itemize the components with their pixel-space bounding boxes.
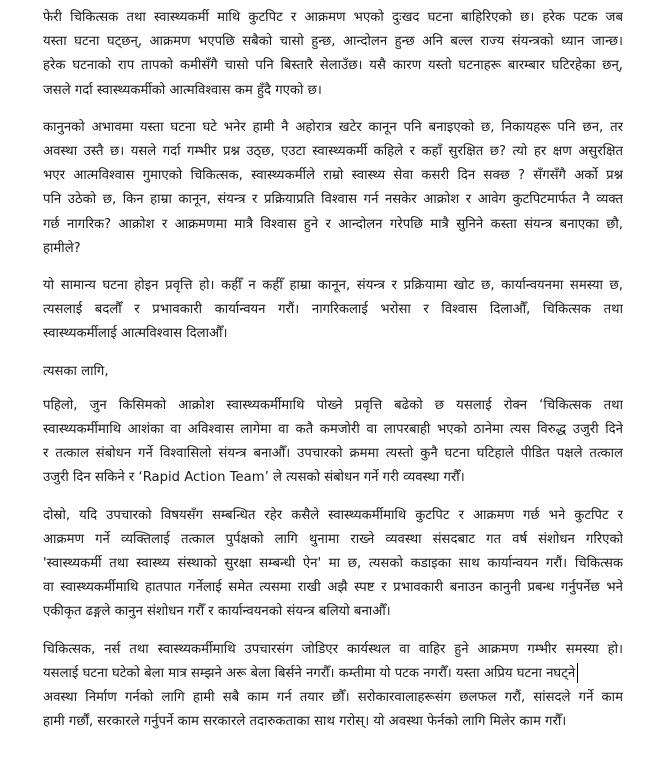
- paragraph-incident: [43, 6, 623, 103]
- text-line: फेरी चिकित्सक तथा स्वास्थ्यकर्मी माथि कुटपिट र आक्रमण भएको दुःखद घटना बाहिरिएको छ। हरेक पटक जब: [43, 10, 623, 25]
- paragraph-conclusion: [43, 638, 623, 735]
- document-page: [43, 6, 623, 747]
- paragraph-law-question: [43, 116, 623, 261]
- section-lead: [43, 360, 623, 384]
- section-lead-text: त्यसका लागि,: [43, 363, 109, 379]
- text-line: दोस्रो, यदि उपचारको विषयसँग सम्बन्धित रहेर कसैले स्वास्थ्यकर्मीमाथि कुटपिट र आक्रमण गर्छ भने कुटपिट र: [43, 507, 623, 523]
- text-line: कानुनको अभावमा यस्ता घटना घटे भनेर हामी नै अहोरात्र खटेर कानून पनि बनाइएको छ, निकायहरू पनि छन, तर: [43, 119, 623, 135]
- text-line: वा स्वास्थ्यकर्मीमाथि हातपात गर्नेलाई समेत त्यसमा राखी अझै स्पष्ट र प्रभावकारी बनाउन कानुनी प्रबन्ध गर्नुपर्नेछ भने: [43, 580, 623, 596]
- text-line: अवस्था उस्तै छ। यसले गर्दा गम्भीर प्रश्न उठ्छ, एउटा स्वास्थ्यकर्मी कहिले र कहाँ सुरक्षित छ? त्यो हर क्षण असुरक्षित: [43, 144, 623, 160]
- text-line: गर्छ नागरिक? आक्रोश र आक्रमणमा मात्रै विश्वास हुने र आन्दोलन गरेपछि मात्रै सुनिने कस्ता संयन्त्र बनाएका छौ,: [43, 216, 623, 232]
- text-line: यो सामान्य घटना होइन प्रवृत्ति हो। कहीँ न कहीँ हाम्रा कानून, संयन्त्र र प्रक्रियामा खोट छ, कार्यान्वयनमा समस्या छ,: [43, 278, 623, 294]
- text-line: त्यसलाई बदलौँ र प्रभावकारी कार्यान्वयन गरौं। नागरिकलाई भरोसा र विश्वास दिलाऔँ, चिकित्सक तथा: [43, 302, 623, 318]
- paragraph-first-point: [43, 394, 623, 491]
- text-line: जसले गर्दा स्वास्थ्यकर्मीको आत्मविश्वास कम हुँदै गएको छ।: [43, 82, 322, 98]
- paragraph-tendency: [43, 274, 623, 347]
- text-line: भएर आत्मविश्वास गुमाएको चिकित्सक, स्वास्थ्यकर्मीले राम्रो स्वास्थ्य सेवा कसरी दिन सक्छ ? सँगसँगै अर्को प्रश्न: [43, 168, 623, 184]
- text-line: चिकित्सक, नर्स तथा स्वास्थ्यकर्मीमाथि उपचारसंग जोडिएर कार्यस्थल वा वाहिर हुने आक्रमण गम्भीर समस्या हो।: [43, 641, 623, 657]
- text-line: यस्ता घटना घट्छन्, आक्रमण भएपछि सबैको चासो हुन्छ, आन्दोलन हुन्छ अनि बल्ल राज्य संयन्त्रको ध्यान जान्छ।: [43, 34, 623, 50]
- text-line: उजुरी दिन सकिने र ‘Rapid Action Team’ ले त्यसको संबोधन गर्ने गरी व्यवस्था गरौँ।: [43, 470, 465, 486]
- text-line: हामीले?: [43, 240, 81, 256]
- text-line-content: यसलाई घटना घटेको बेला मात्र सम्झने अरू बेला बिर्सने नगरौँ। कम्तीमा यो पटक नगरौँ। यस्ता अप्रिय घटना नघट्ने: [43, 665, 576, 681]
- text-line: स्वास्थ्यकर्मीलाई आत्मविश्वास दिलाऔँ।: [43, 326, 228, 342]
- text-line: स्वास्थ्यकर्मीमाथि आशंका वा अविश्वास लागेमा वा कतै कमजोरी वा लापरबाही भएको ठानेमा त्यस विरुद्ध उजुरी दिने: [43, 422, 623, 438]
- text-line: [43, 662, 623, 686]
- text-cursor: [577, 663, 578, 683]
- text-line: पनि उठेको छ, किन हाम्रा कानून, संयन्त्र र प्रक्रियाप्रति विश्वास गर्न नसकेर आक्रोश र आवेग कुटपिटमार्फत नै व्यक्त: [43, 192, 623, 208]
- text-line: अवस्था निर्माण गर्नको लागि हामी सबै काम गर्न तयार छौँ। सरोकारवालाहरूसंग छलफल गरौं, सांसदले गर्ने काम: [43, 690, 623, 706]
- text-line: आक्रमण गर्ने व्यक्तिलाई तत्काल पुर्पक्षको लागि थुनामा राख्ने व्यवस्था संसदबाट गत वर्ष संशोधन गरिएको: [43, 531, 623, 547]
- paragraph-second-point: [43, 504, 623, 625]
- text-line: पहिलो, जुन किसिमको आक्रोश स्वास्थ्यकर्मीमाथि पोख्ने प्रवृत्ति बढेको छ यसलाई रोक्न ‘चिकित्सक तथा: [43, 397, 623, 413]
- text-line: हरेक घटनाको राप तापको कमीसँगै चासो पनि बिस्तारै सेलाउँछ। यसै कारण यस्तो घटनाहरू बारम्बार घटिरहेका छन्,: [43, 58, 623, 74]
- text-line: हामी गर्छौं, सरकारले गर्नुपर्ने काम सरकारले तदारुकताका साथ गरोस्। यो अवस्था फेर्नको लागि मिलेर काम गरौँ।: [43, 714, 567, 730]
- text-line: र तत्काल संबोधन गर्ने विश्वासिलो संयन्त्र बनाऔँ। उपचारको क्रममा त्यस्तो कुनै घटना घटिहाले पीडित पक्षले तत्काल: [43, 446, 623, 462]
- text-line: 'स्वास्थ्यकर्मी तथा स्वास्थ्य संस्थाको सुरक्षा सम्बन्धी ऐन' मा छ, त्यसको कडाइका साथ कार्यान्वयन गरौं। चिकित्सक: [43, 556, 623, 572]
- text-line: एकीकृत ढङ्गले कानुन संशोधन गरौँ र कार्यान्वयनको संयन्त्र बलियो बनाऔँ।: [43, 604, 391, 620]
